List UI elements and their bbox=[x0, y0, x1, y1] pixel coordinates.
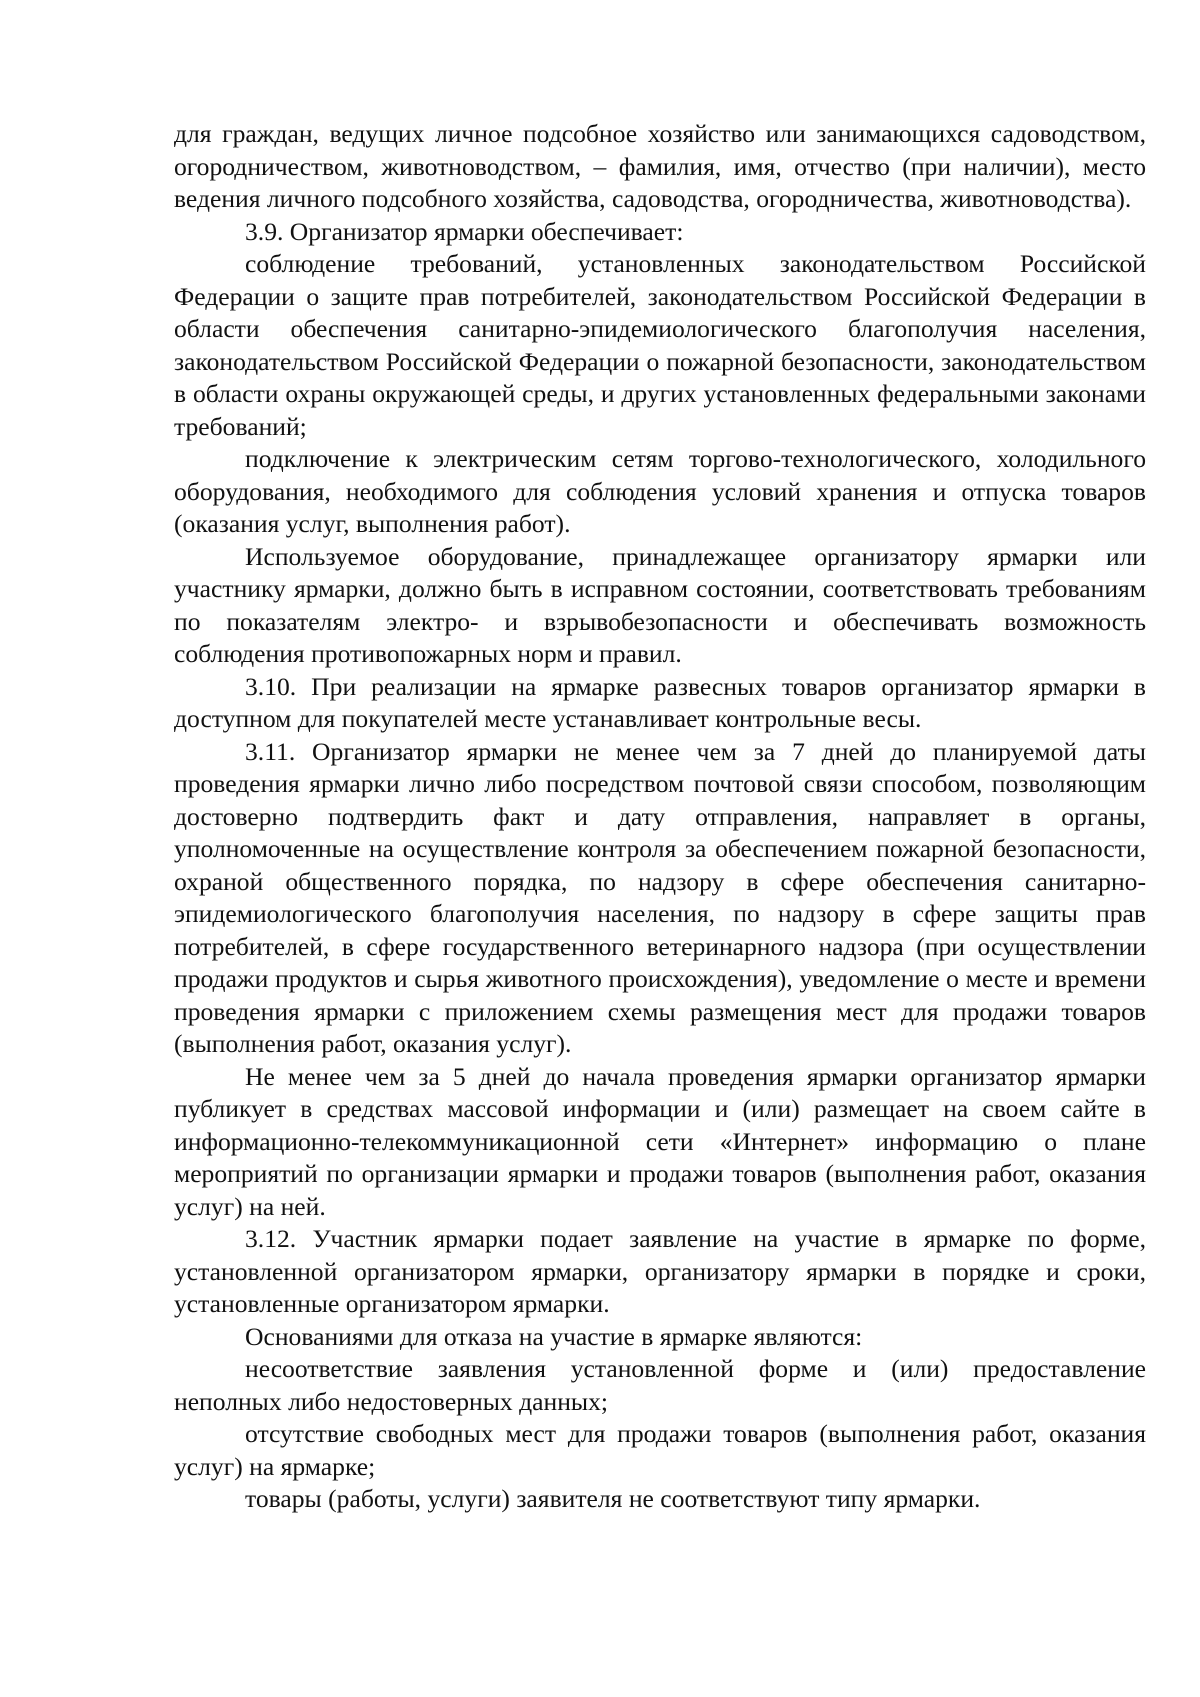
paragraph-3-12: 3.12. Участник ярмарки подает заявление на участие в ярмарке по форме, установленной организатором ярмарки, организатору ярмарки в порядке и сроки, установленные организатором ярмарки. bbox=[174, 1224, 1146, 1318]
paragraph-requirements-compliance: соблюдение требований, установленных законодательством Российской Федерации о защите прав потребителей, законодательством Российской Федерации в области обеспечения санитарно-эпидемиологического благополучия населения, законодательством Российской Федерации о пожарной безопасности, законодательством в области охраны окружающей среды, и других установленных федеральными законами требований; bbox=[174, 249, 1146, 441]
paragraph-electric-connection: подключение к электрическим сетям торгово-технологического, холодильного оборудования, необходимого для соблюдения условий хранения и отпуска товаров (оказания услуг, выполнения работ). bbox=[174, 444, 1146, 538]
paragraph-continuation: для граждан, ведущих личное подсобное хозяйство или занимающихся садоводством, огородничеством, животноводством, – фамилия, имя, отчество (при наличии), место ведения личного подсобного хозяйства, садоводства, огородничества, животноводства). bbox=[174, 119, 1146, 213]
document-body bbox=[174, 118, 1146, 1516]
paragraph-equipment: Используемое оборудование, принадлежащее организатору ярмарки или участнику ярмарки, должно быть в исправном состоянии, соответствовать требованиям по показателям электро- и взрывобезопасности и обеспечивать возможность соблюдения противопожарных норм и правил. bbox=[174, 541, 1146, 668]
paragraph-3-10: 3.10. При реализации на ярмарке развесных товаров организатор ярмарки в доступном для покупателей месте устанавливает контрольные весы. bbox=[174, 671, 1146, 733]
paragraph-refusal-nonconformity: несоответствие заявления установленной форме и (или) предоставление неполных либо недостоверных данных; bbox=[174, 1354, 1146, 1416]
paragraph-3-9-heading: 3.9. Организатор ярмарки обеспечивает: bbox=[245, 216, 684, 246]
paragraph-publication: Не менее чем за 5 дней до начала проведения ярмарки организатор ярмарки публикует в средствах массовой информации и (или) размещает на своем сайте в информационно-телекоммуникационной сети «Интернет» информацию о плане мероприятий по организации ярмарки и продажи товаров (выполнения работ, оказания услуг) на ней. bbox=[174, 1061, 1146, 1221]
paragraph-3-11: 3.11. Организатор ярмарки не менее чем за 7 дней до планируемой даты проведения ярмарки лично либо посредством почтовой связи способом, позволяющим достоверно подтвердить факт и дату отправления, направляет в органы, уполномоченные на осуществление контроля за обеспечением пожарной безопасности, охраной общественного порядка, по надзору в сфере обеспечения санитарно-эпидемиологического благополучия населения, по надзору в сфере защиты прав потребителей, в сфере государственного ветеринарного надзора (при осуществлении продажи продуктов и сырья животного происхождения), уведомление о месте и времени проведения ярмарки с приложением схемы размещения мест для продажи товаров (выполнения работ, оказания услуг). bbox=[174, 736, 1146, 1058]
paragraph-refusal-type-mismatch: товары (работы, услуги) заявителя не соответствуют типу ярмарки. bbox=[245, 1484, 981, 1513]
paragraph-refusal-grounds: Основаниями для отказа на участие в ярмарке являются: bbox=[245, 1321, 863, 1351]
paragraph-refusal-no-places: отсутствие свободных мест для продажи товаров (выполнения работ, оказания услуг) на ярмарке; bbox=[174, 1419, 1146, 1481]
